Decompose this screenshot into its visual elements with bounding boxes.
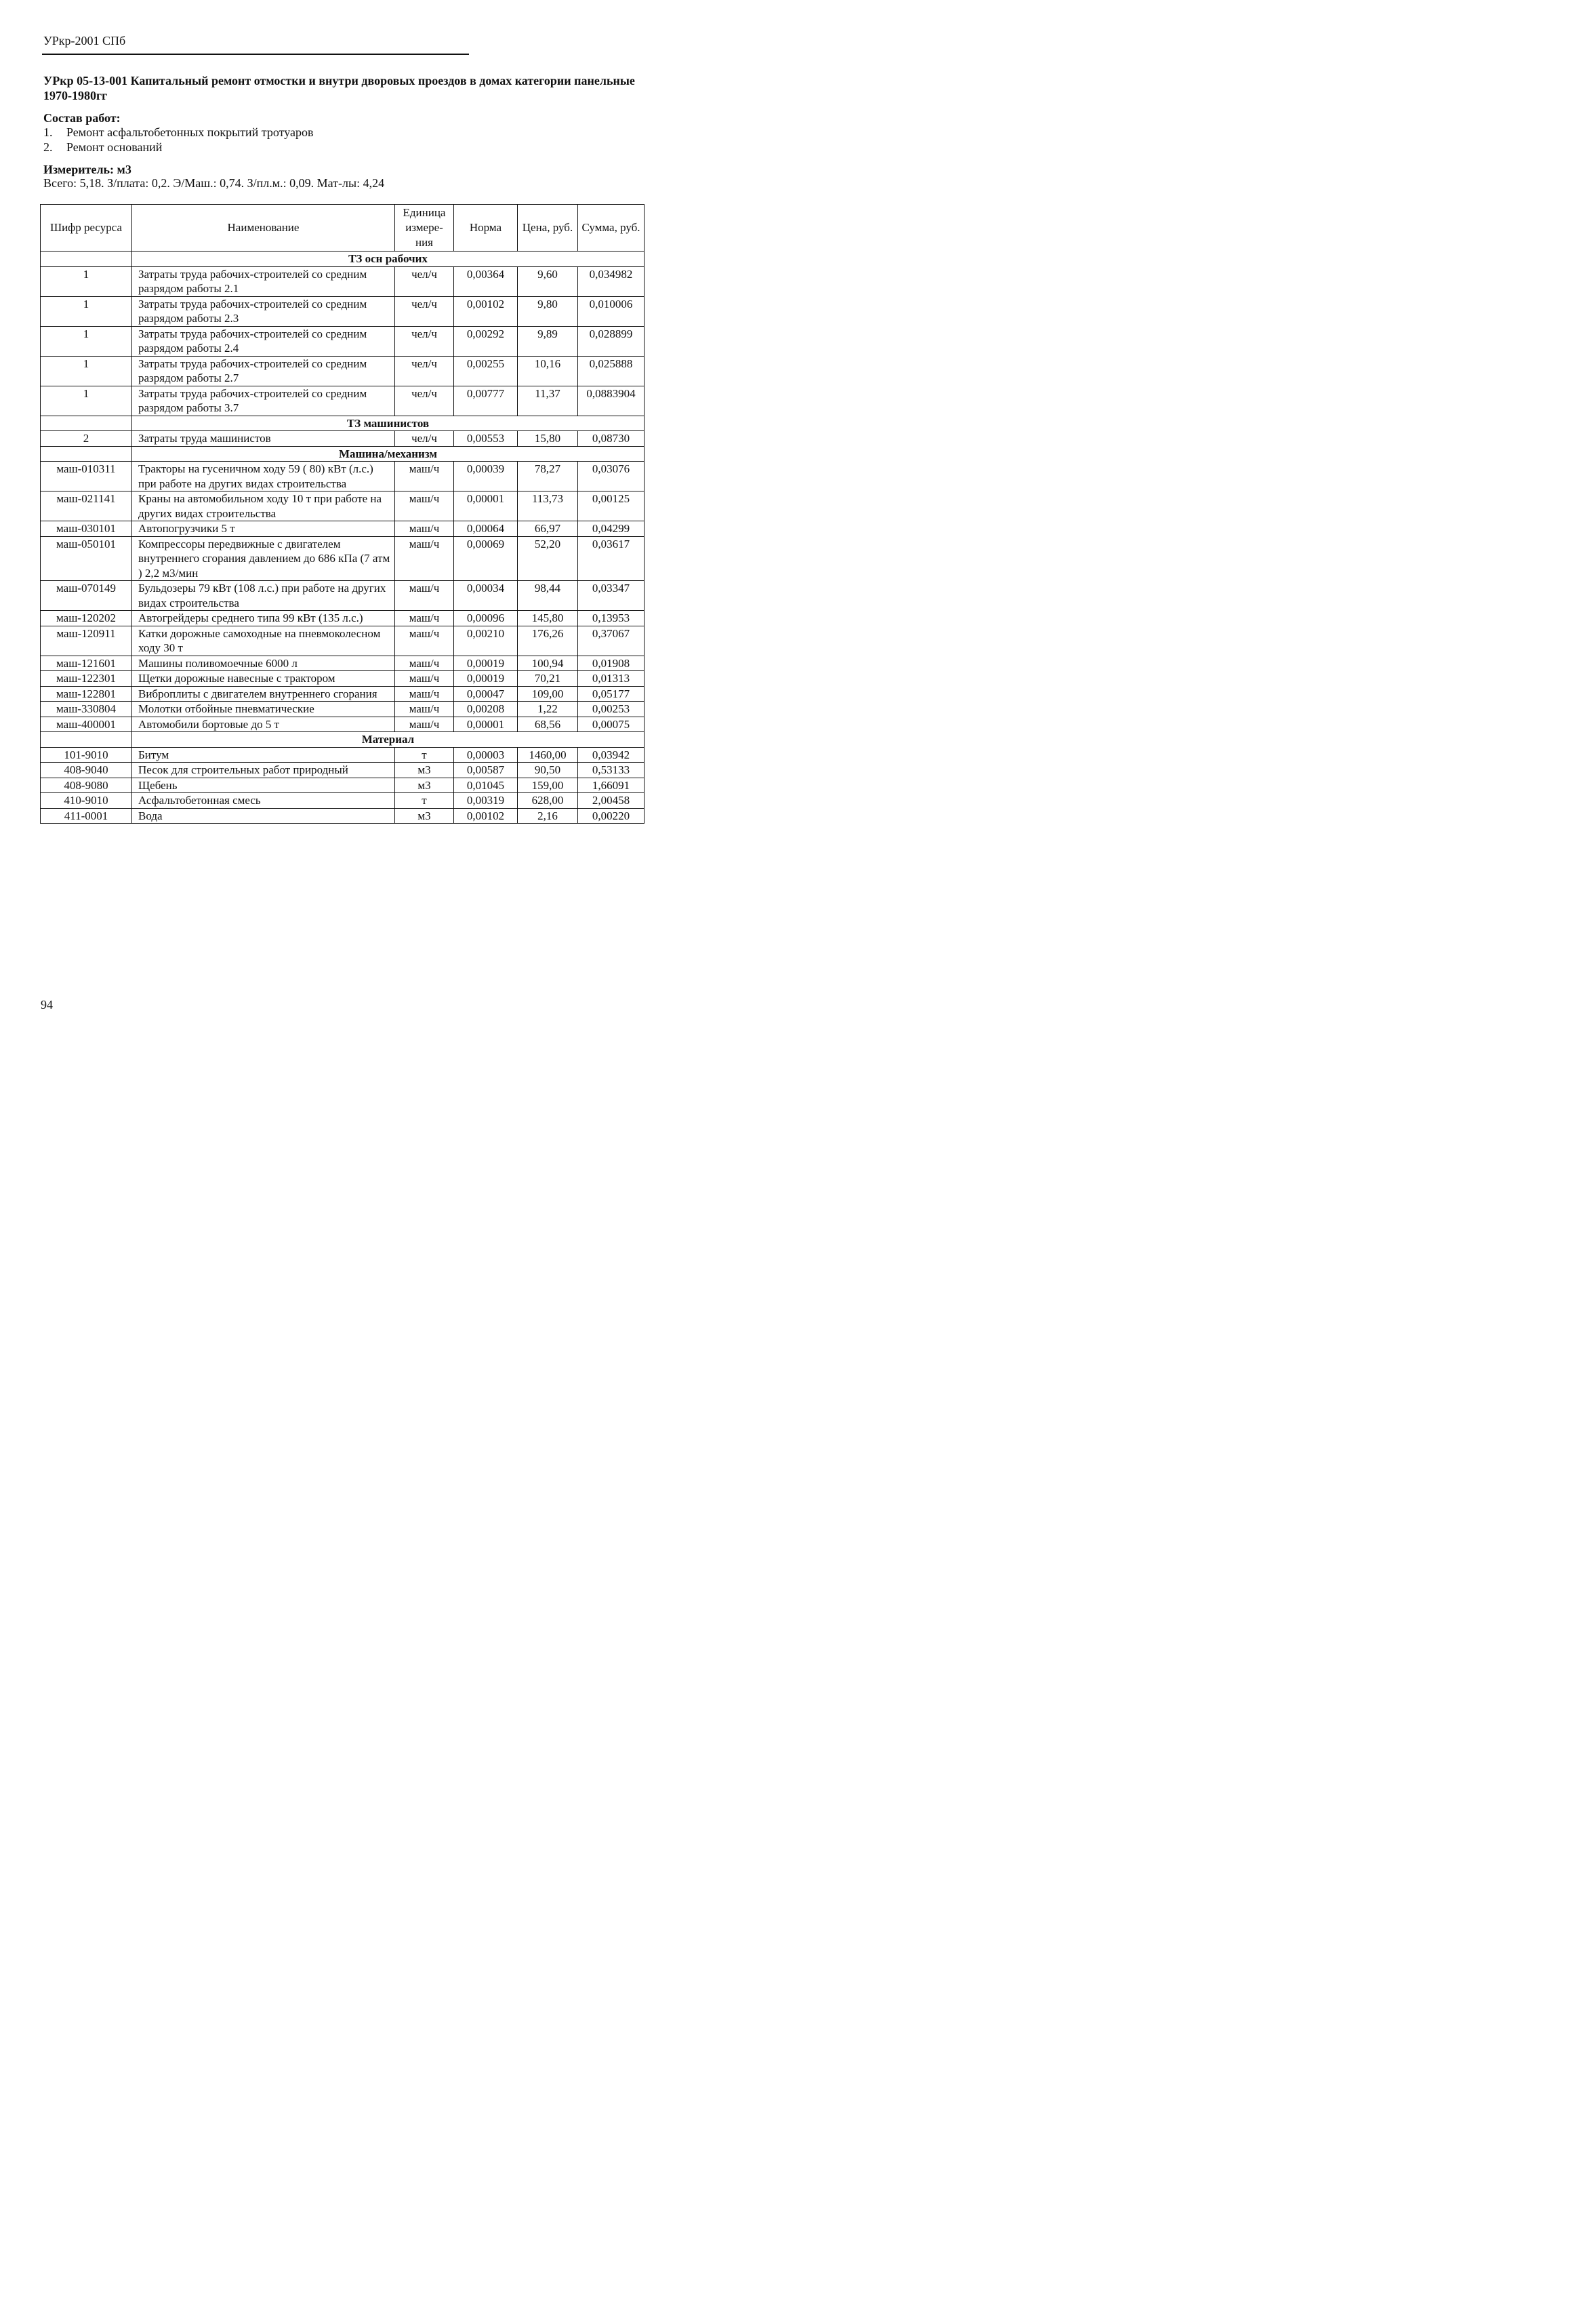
cell-price: 2,16 [518, 808, 578, 824]
cell-price: 1,22 [518, 702, 578, 717]
cell-name: Песок для строительных работ природный [132, 763, 395, 778]
cell-unit: чел/ч [395, 326, 454, 356]
cell-sum: 0,13953 [578, 611, 644, 626]
document-header-code: УРкр-2001 СПб [43, 34, 126, 47]
cell-name: Затраты труда рабочих-строителей со средним разрядом работы 3.7 [132, 386, 395, 416]
cell-norm: 0,00587 [454, 763, 518, 778]
cell-norm: 0,00001 [454, 717, 518, 732]
cell-price: 70,21 [518, 671, 578, 687]
section-header-row [41, 416, 644, 431]
cell-code: маш-010311 [41, 462, 132, 491]
cell-price: 10,16 [518, 356, 578, 386]
cell-code: маш-021141 [41, 491, 132, 521]
cell-code: 408-9040 [41, 763, 132, 778]
table-row [41, 386, 644, 416]
cell-unit: маш/ч [395, 656, 454, 671]
cell-norm: 0,00208 [454, 702, 518, 717]
cell-sum: 0,034982 [578, 266, 644, 296]
meter-label: Измеритель: м3 [43, 163, 131, 176]
cell-unit: т [395, 793, 454, 809]
cell-norm: 0,00001 [454, 491, 518, 521]
cell-name: Затраты труда рабочих-строителей со средним разрядом работы 2.1 [132, 266, 395, 296]
cell-price: 9,80 [518, 296, 578, 326]
table-row [41, 656, 644, 671]
cell-code: 411-0001 [41, 808, 132, 824]
cell-unit: маш/ч [395, 491, 454, 521]
cell-sum: 0,025888 [578, 356, 644, 386]
cell-name: Затраты труда рабочих-строителей со средним разрядом работы 2.7 [132, 356, 395, 386]
works-list-item [43, 140, 314, 155]
cell-price: 159,00 [518, 778, 578, 793]
section-header-row [41, 732, 644, 748]
table-row [41, 808, 644, 824]
cell-sum: 0,00220 [578, 808, 644, 824]
cell-name: Молотки отбойные пневматические [132, 702, 395, 717]
cell-norm: 0,00019 [454, 671, 518, 687]
cell-price: 1460,00 [518, 747, 578, 763]
column-header-unit: Единица измере-ния [395, 205, 454, 252]
cell-name: Вода [132, 808, 395, 824]
cell-norm: 0,00003 [454, 747, 518, 763]
cell-code: маш-070149 [41, 581, 132, 611]
cell-unit: м3 [395, 808, 454, 824]
cell-sum: 0,01908 [578, 656, 644, 671]
cell-name: Щебень [132, 778, 395, 793]
table-row [41, 356, 644, 386]
table-row [41, 778, 644, 793]
section-title: ТЗ осн рабочих [132, 252, 644, 267]
cell-norm: 0,00364 [454, 266, 518, 296]
cell-name: Битум [132, 747, 395, 763]
column-header-sum: Сумма, руб. [578, 205, 644, 252]
cell-unit: м3 [395, 778, 454, 793]
column-header-name: Наименование [132, 205, 395, 252]
cell-sum: 0,01313 [578, 671, 644, 687]
cell-price: 52,20 [518, 536, 578, 581]
cell-sum: 0,08730 [578, 431, 644, 447]
document-title: УРкр 05-13-001 Капитальный ремонт отмостки и внутри дворовых проездов в домах категории панельные 1970-1980гг [43, 74, 635, 102]
cell-unit: маш/ч [395, 686, 454, 702]
cell-sum: 0,05177 [578, 686, 644, 702]
cell-code: 410-9010 [41, 793, 132, 809]
table-row [41, 747, 644, 763]
cell-name: Автогрейдеры среднего типа 99 кВт (135 л.с.) [132, 611, 395, 626]
cell-name: Автомобили бортовые до 5 т [132, 717, 395, 732]
cell-sum: 0,00253 [578, 702, 644, 717]
table-row [41, 266, 644, 296]
cell-code: маш-120202 [41, 611, 132, 626]
cell-code: маш-330804 [41, 702, 132, 717]
totals-line: Всего: 5,18. З/плата: 0,2. Э/Маш.: 0,74. З/пл.м.: 0,09. Мат-лы: 4,24 [43, 176, 385, 190]
table-row [41, 491, 644, 521]
table-row [41, 326, 644, 356]
cell-norm: 0,00319 [454, 793, 518, 809]
works-item-number: 2. [43, 140, 53, 154]
cell-code: 408-9080 [41, 778, 132, 793]
cell-name: Автопогрузчики 5 т [132, 521, 395, 537]
table-row [41, 793, 644, 809]
section-header-row [41, 252, 644, 267]
cell-code: 1 [41, 386, 132, 416]
table-header-row [41, 205, 644, 252]
table-row [41, 521, 644, 537]
cell-code: маш-400001 [41, 717, 132, 732]
cell-unit: чел/ч [395, 356, 454, 386]
cell-unit: маш/ч [395, 521, 454, 537]
cell-norm: 0,00069 [454, 536, 518, 581]
cell-code: 1 [41, 296, 132, 326]
column-header-norm: Норма [454, 205, 518, 252]
cell-name: Бульдозеры 79 кВт (108 л.с.) при работе на других видах строительства [132, 581, 395, 611]
works-heading: Состав работ: [43, 111, 121, 125]
cell-price: 9,89 [518, 326, 578, 356]
works-item-number: 1. [43, 125, 53, 139]
cell-code: маш-122301 [41, 671, 132, 687]
table-row [41, 296, 644, 326]
cell-name: Затраты труда рабочих-строителей со средним разрядом работы 2.4 [132, 326, 395, 356]
cell-code: 101-9010 [41, 747, 132, 763]
cell-price: 68,56 [518, 717, 578, 732]
cell-name: Компрессоры передвижные с двигателем внутреннего сгорания давлением до 686 кПа (7 атм ) 2,2 м3/мин [132, 536, 395, 581]
cell-norm: 0,00102 [454, 296, 518, 326]
cell-norm: 0,00292 [454, 326, 518, 356]
cell-sum: 0,03617 [578, 536, 644, 581]
cell-code: 2 [41, 431, 132, 447]
works-item-text: Ремонт асфальтобетонных покрытий тротуаров [66, 125, 314, 139]
cell-unit: маш/ч [395, 611, 454, 626]
cell-name: Машины поливомоечные 6000 л [132, 656, 395, 671]
cell-norm: 0,01045 [454, 778, 518, 793]
cell-name: Виброплиты с двигателем внутреннего сгорания [132, 686, 395, 702]
cell-price: 100,94 [518, 656, 578, 671]
cell-sum: 0,00075 [578, 717, 644, 732]
cell-norm: 0,00096 [454, 611, 518, 626]
table-row [41, 626, 644, 656]
cell-unit: маш/ч [395, 536, 454, 581]
cell-sum: 0,00125 [578, 491, 644, 521]
table-row [41, 462, 644, 491]
cell-sum: 2,00458 [578, 793, 644, 809]
cell-norm: 0,00034 [454, 581, 518, 611]
section-title: ТЗ машинистов [132, 416, 644, 431]
table-row [41, 611, 644, 626]
cell-name: Краны на автомобильном ходу 10 т при работе на других видах строительства [132, 491, 395, 521]
cell-sum: 0,0883904 [578, 386, 644, 416]
cell-sum: 0,010006 [578, 296, 644, 326]
cell-unit: маш/ч [395, 626, 454, 656]
works-list [43, 125, 314, 155]
section-empty-cell [41, 252, 132, 267]
cell-name: Щетки дорожные навесные с трактором [132, 671, 395, 687]
section-empty-cell [41, 416, 132, 431]
cell-unit: чел/ч [395, 386, 454, 416]
cell-norm: 0,00553 [454, 431, 518, 447]
cell-name: Катки дорожные самоходные на пневмоколесном ходу 30 т [132, 626, 395, 656]
cell-sum: 0,03942 [578, 747, 644, 763]
cell-sum: 0,04299 [578, 521, 644, 537]
cell-unit: маш/ч [395, 717, 454, 732]
cell-sum: 1,66091 [578, 778, 644, 793]
cell-unit: маш/ч [395, 702, 454, 717]
section-empty-cell [41, 732, 132, 748]
cell-code: 1 [41, 356, 132, 386]
cell-norm: 0,00777 [454, 386, 518, 416]
cell-sum: 0,03076 [578, 462, 644, 491]
cell-sum: 0,53133 [578, 763, 644, 778]
cell-price: 66,97 [518, 521, 578, 537]
section-title: Машина/механизм [132, 446, 644, 462]
cell-code: маш-120911 [41, 626, 132, 656]
section-title: Материал [132, 732, 644, 748]
cell-norm: 0,00047 [454, 686, 518, 702]
cell-price: 113,73 [518, 491, 578, 521]
cell-code: 1 [41, 266, 132, 296]
table-row [41, 671, 644, 687]
header-divider [42, 54, 469, 55]
cell-sum: 0,37067 [578, 626, 644, 656]
cell-price: 98,44 [518, 581, 578, 611]
cell-price: 176,26 [518, 626, 578, 656]
cell-norm: 0,00255 [454, 356, 518, 386]
cell-norm: 0,00019 [454, 656, 518, 671]
column-header-code: Шифр ресурса [41, 205, 132, 252]
page-number: 94 [41, 998, 53, 1011]
cell-code: маш-050101 [41, 536, 132, 581]
cell-code: маш-122801 [41, 686, 132, 702]
table-row [41, 717, 644, 732]
section-empty-cell [41, 446, 132, 462]
cell-price: 109,00 [518, 686, 578, 702]
works-item-text: Ремонт оснований [66, 140, 163, 154]
cell-name: Тракторы на гусеничном ходу 59 ( 80) кВт (л.с.) при работе на других видах строительства [132, 462, 395, 491]
cell-norm: 0,00102 [454, 808, 518, 824]
cell-unit: маш/ч [395, 671, 454, 687]
cell-name: Затраты труда машинистов [132, 431, 395, 447]
cell-price: 90,50 [518, 763, 578, 778]
cell-price: 11,37 [518, 386, 578, 416]
table-row [41, 536, 644, 581]
cell-unit: чел/ч [395, 431, 454, 447]
cell-unit: т [395, 747, 454, 763]
table-row [41, 686, 644, 702]
cell-code: маш-121601 [41, 656, 132, 671]
cell-norm: 0,00064 [454, 521, 518, 537]
cell-price: 78,27 [518, 462, 578, 491]
cell-code: 1 [41, 326, 132, 356]
cell-unit: чел/ч [395, 266, 454, 296]
cell-unit: чел/ч [395, 296, 454, 326]
table-row [41, 702, 644, 717]
cell-norm: 0,00039 [454, 462, 518, 491]
cell-price: 15,80 [518, 431, 578, 447]
table-row [41, 431, 644, 447]
section-header-row [41, 446, 644, 462]
cell-code: маш-030101 [41, 521, 132, 537]
cell-sum: 0,03347 [578, 581, 644, 611]
cell-name: Асфальтобетонная смесь [132, 793, 395, 809]
table-row [41, 581, 644, 611]
works-list-item [43, 125, 314, 140]
cell-price: 9,60 [518, 266, 578, 296]
cell-price: 145,80 [518, 611, 578, 626]
column-header-price: Цена, руб. [518, 205, 578, 252]
resources-table [40, 204, 644, 824]
cell-price: 628,00 [518, 793, 578, 809]
cell-unit: маш/ч [395, 462, 454, 491]
cell-sum: 0,028899 [578, 326, 644, 356]
table-row [41, 763, 644, 778]
cell-name: Затраты труда рабочих-строителей со средним разрядом работы 2.3 [132, 296, 395, 326]
cell-unit: м3 [395, 763, 454, 778]
cell-norm: 0,00210 [454, 626, 518, 656]
cell-unit: маш/ч [395, 581, 454, 611]
table-body [41, 252, 644, 824]
